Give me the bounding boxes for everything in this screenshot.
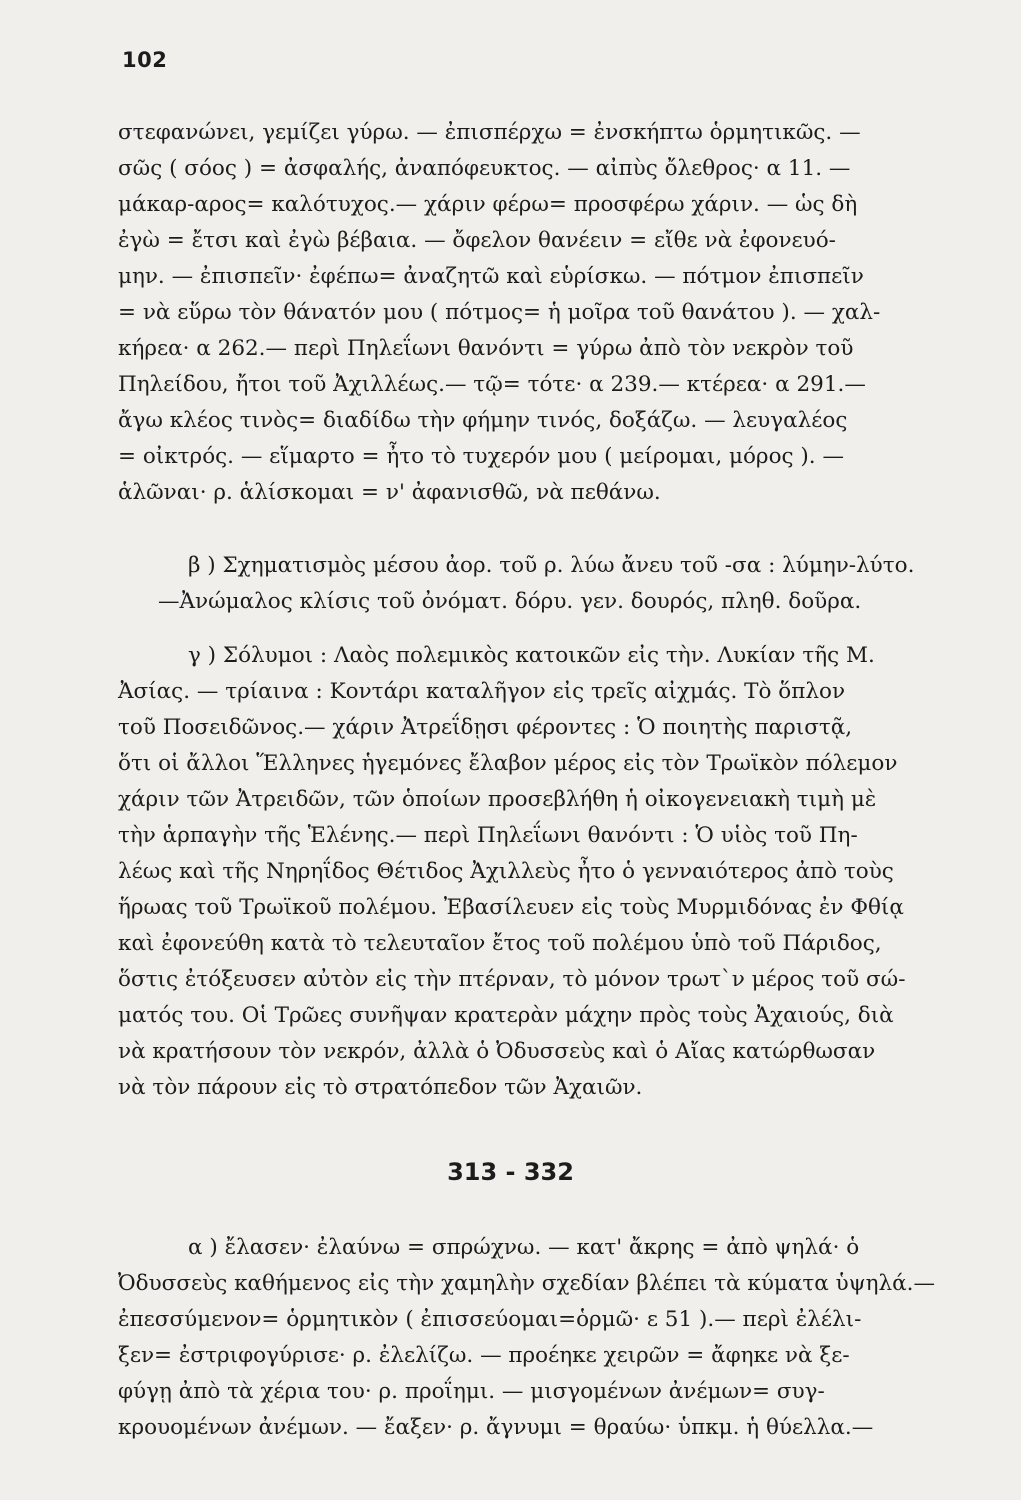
page-number: 102: [122, 48, 168, 72]
text-line: —Ἀνώμαλος κλίσις τοῦ ὀνόματ. δόρυ. γεν. δουρός, πληθ. δοῦρα.: [158, 589, 862, 614]
text-line: ὅτι οἱ ἄλλοι Ἕλληνες ἡγεμόνες ἔλαβον μέρος εἰς τὸν Τρωϊκὸν πόλεμον: [118, 751, 898, 776]
text-line: = οἰκτρός. — εἵμαρτο = ἦτο τὸ τυχερόν μου ( μείρομαι, μόρος ). —: [118, 444, 844, 469]
text-line: β ) Σχηματισμὸς μέσου ἀορ. τοῦ ρ. λύω ἄνευ τοῦ -σα : λύμην-λύτο.: [188, 553, 915, 578]
text-line: γ ) Σόλυμοι : Λαὸς πολεμικὸς κατοικῶν εἰς τὴν. Λυκίαν τῆς Μ.: [188, 643, 875, 668]
text-line: τοῦ Ποσειδῶνος.— χάριν Ἀτρεΐδῃσι φέροντες : Ὁ ποιητὴς παριστᾷ,: [118, 715, 853, 740]
text-line: ξεν= ἐστριφογύρισε· ρ. ἐλελίζω. — προέηκε χειρῶν = ἄφηκε νὰ ξε-: [118, 1343, 850, 1368]
text-line: Ἀσίας. — τρίαινα : Κοντάρι καταλῆγον εἰς τρεῖς αἰχμάς. Τὸ ὅπλον: [118, 679, 846, 704]
section-heading: 313 - 332: [447, 1158, 574, 1186]
text-line: στεφανώνει, γεμίζει γύρω. — ἐπισπέρχω = ἐνσκήπτω ὁρμητικῶς. —: [118, 120, 861, 145]
text-line: ἥρωας τοῦ Τρωϊκοῦ πολέμου. Ἐβασίλευεν εἰς τοὺς Μυρμιδόνας ἐν Φθίᾳ: [118, 895, 904, 920]
commentary-paragraph-alpha: [118, 1230, 1010, 1446]
text-line: νὰ τὸν πάρουν εἰς τὸ στρατόπεδον τῶν Ἀχαιῶν.: [118, 1075, 643, 1100]
text-line: ὅστις ἐτόξευσεν αὐτὸν εἰς τὴν πτέρναν, τὸ μόνον τρωτ`ν μέρος τοῦ σώ-: [118, 967, 906, 992]
text-line: νὰ κρατήσουν τὸν νεκρόν, ἀλλὰ ὁ Ὀδυσσεὺς καὶ ὁ Αἴας κατώρθωσαν: [118, 1039, 876, 1064]
text-line: φύγῃ ἀπὸ τὰ χέρια του· ρ. προΐημι. — μισγομένων ἀνέμων= συγ-: [118, 1379, 825, 1404]
text-line: σῶς ( σόος ) = ἀσφαλής, ἀναπόφευκτος. — αἰπὺς ὄλεθρος· α 11. —: [118, 156, 851, 181]
text-line: = νὰ εὕρω τὸν θάνατόν μου ( πότμος= ἡ μοῖρα τοῦ θανάτου ). — χαλ-: [118, 300, 881, 325]
commentary-paragraph-beta: [118, 548, 1010, 620]
text-line: χάριν τῶν Ἀτρειδῶν, τῶν ὁποίων προσεβλήθη ἡ οἰκογενειακὴ τιμὴ μὲ: [118, 787, 877, 812]
commentary-paragraph-1: [118, 115, 1010, 511]
text-line: μάκαρ-αρος= καλότυχος.— χάριν φέρω= προσφέρω χάριν. — ὡς δὴ: [118, 192, 858, 217]
text-line: ἐγὼ = ἔτσι καὶ ἐγὼ βέβαια. — ὄφελον θανέειν = εἴθε νὰ ἐφονευό-: [118, 228, 836, 253]
text-line: ἐπεσσύμενον= ὁρμητικὸν ( ἐπισσεύομαι=ὁρμῶ· ε 51 ).— περὶ ἐλέλι-: [118, 1307, 862, 1332]
text-line: μην. — ἐπισπεῖν· ἐφέπω= ἀναζητῶ καὶ εὑρίσκω. — πότμον ἐπισπεῖν: [118, 264, 864, 289]
text-line: ἄγω κλέος τινὸς= διαδίδω τὴν φήμην τινός, δοξάζω. — λευγαλέος: [118, 408, 848, 433]
text-line: λέως καὶ τῆς Νηρηΐδος Θέτιδος Ἀχιλλεὺς ἦτο ὁ γενναιότερος ἀπὸ τοὺς: [118, 859, 894, 884]
text-line: τὴν ἁρπαγὴν τῆς Ἑλένης.— περὶ Πηλεΐωνι θανόντι : Ὁ υἱὸς τοῦ Πη-: [118, 823, 858, 848]
text-line: Πηλείδου, ἤτοι τοῦ Ἀχιλλέως.— τῷ= τότε· α 239.— κτέρεα· α 291.—: [118, 372, 866, 397]
text-line: κρουομένων ἀνέμων. — ἔαξεν· ρ. ἄγνυμι = θραύω· ὑπκμ. ἡ θύελλα.—: [118, 1415, 874, 1440]
text-line: Ὀδυσσεὺς καθήμενος εἰς τὴν χαμηλὴν σχεδίαν βλέπει τὰ κύματα ὑψηλά.—: [118, 1271, 935, 1296]
commentary-paragraph-gamma: [118, 638, 1010, 1106]
text-line: καὶ ἐφονεύθη κατὰ τὸ τελευταῖον ἔτος τοῦ πολέμου ὑπὸ τοῦ Πάριδος,: [118, 931, 882, 956]
text-line: κήρεα· α 262.— περὶ Πηλεΐωνι θανόντι = γύρω ἀπὸ τὸν νεκρὸν τοῦ: [118, 336, 854, 361]
text-line: α ) ἔλασεν· ἐλαύνω = σπρώχνω. — κατ' ἄκρης = ἀπὸ ψηλά· ὁ: [188, 1235, 860, 1260]
text-line: ματός του. Οἱ Τρῶες συνῆψαν κρατερὰν μάχην πρὸς τοὺς Ἀχαιούς, διὰ: [118, 1003, 894, 1028]
text-line: ἁλῶναι· ρ. ἁλίσκομαι = ν' ἀφανισθῶ, νὰ πεθάνω.: [118, 480, 661, 505]
